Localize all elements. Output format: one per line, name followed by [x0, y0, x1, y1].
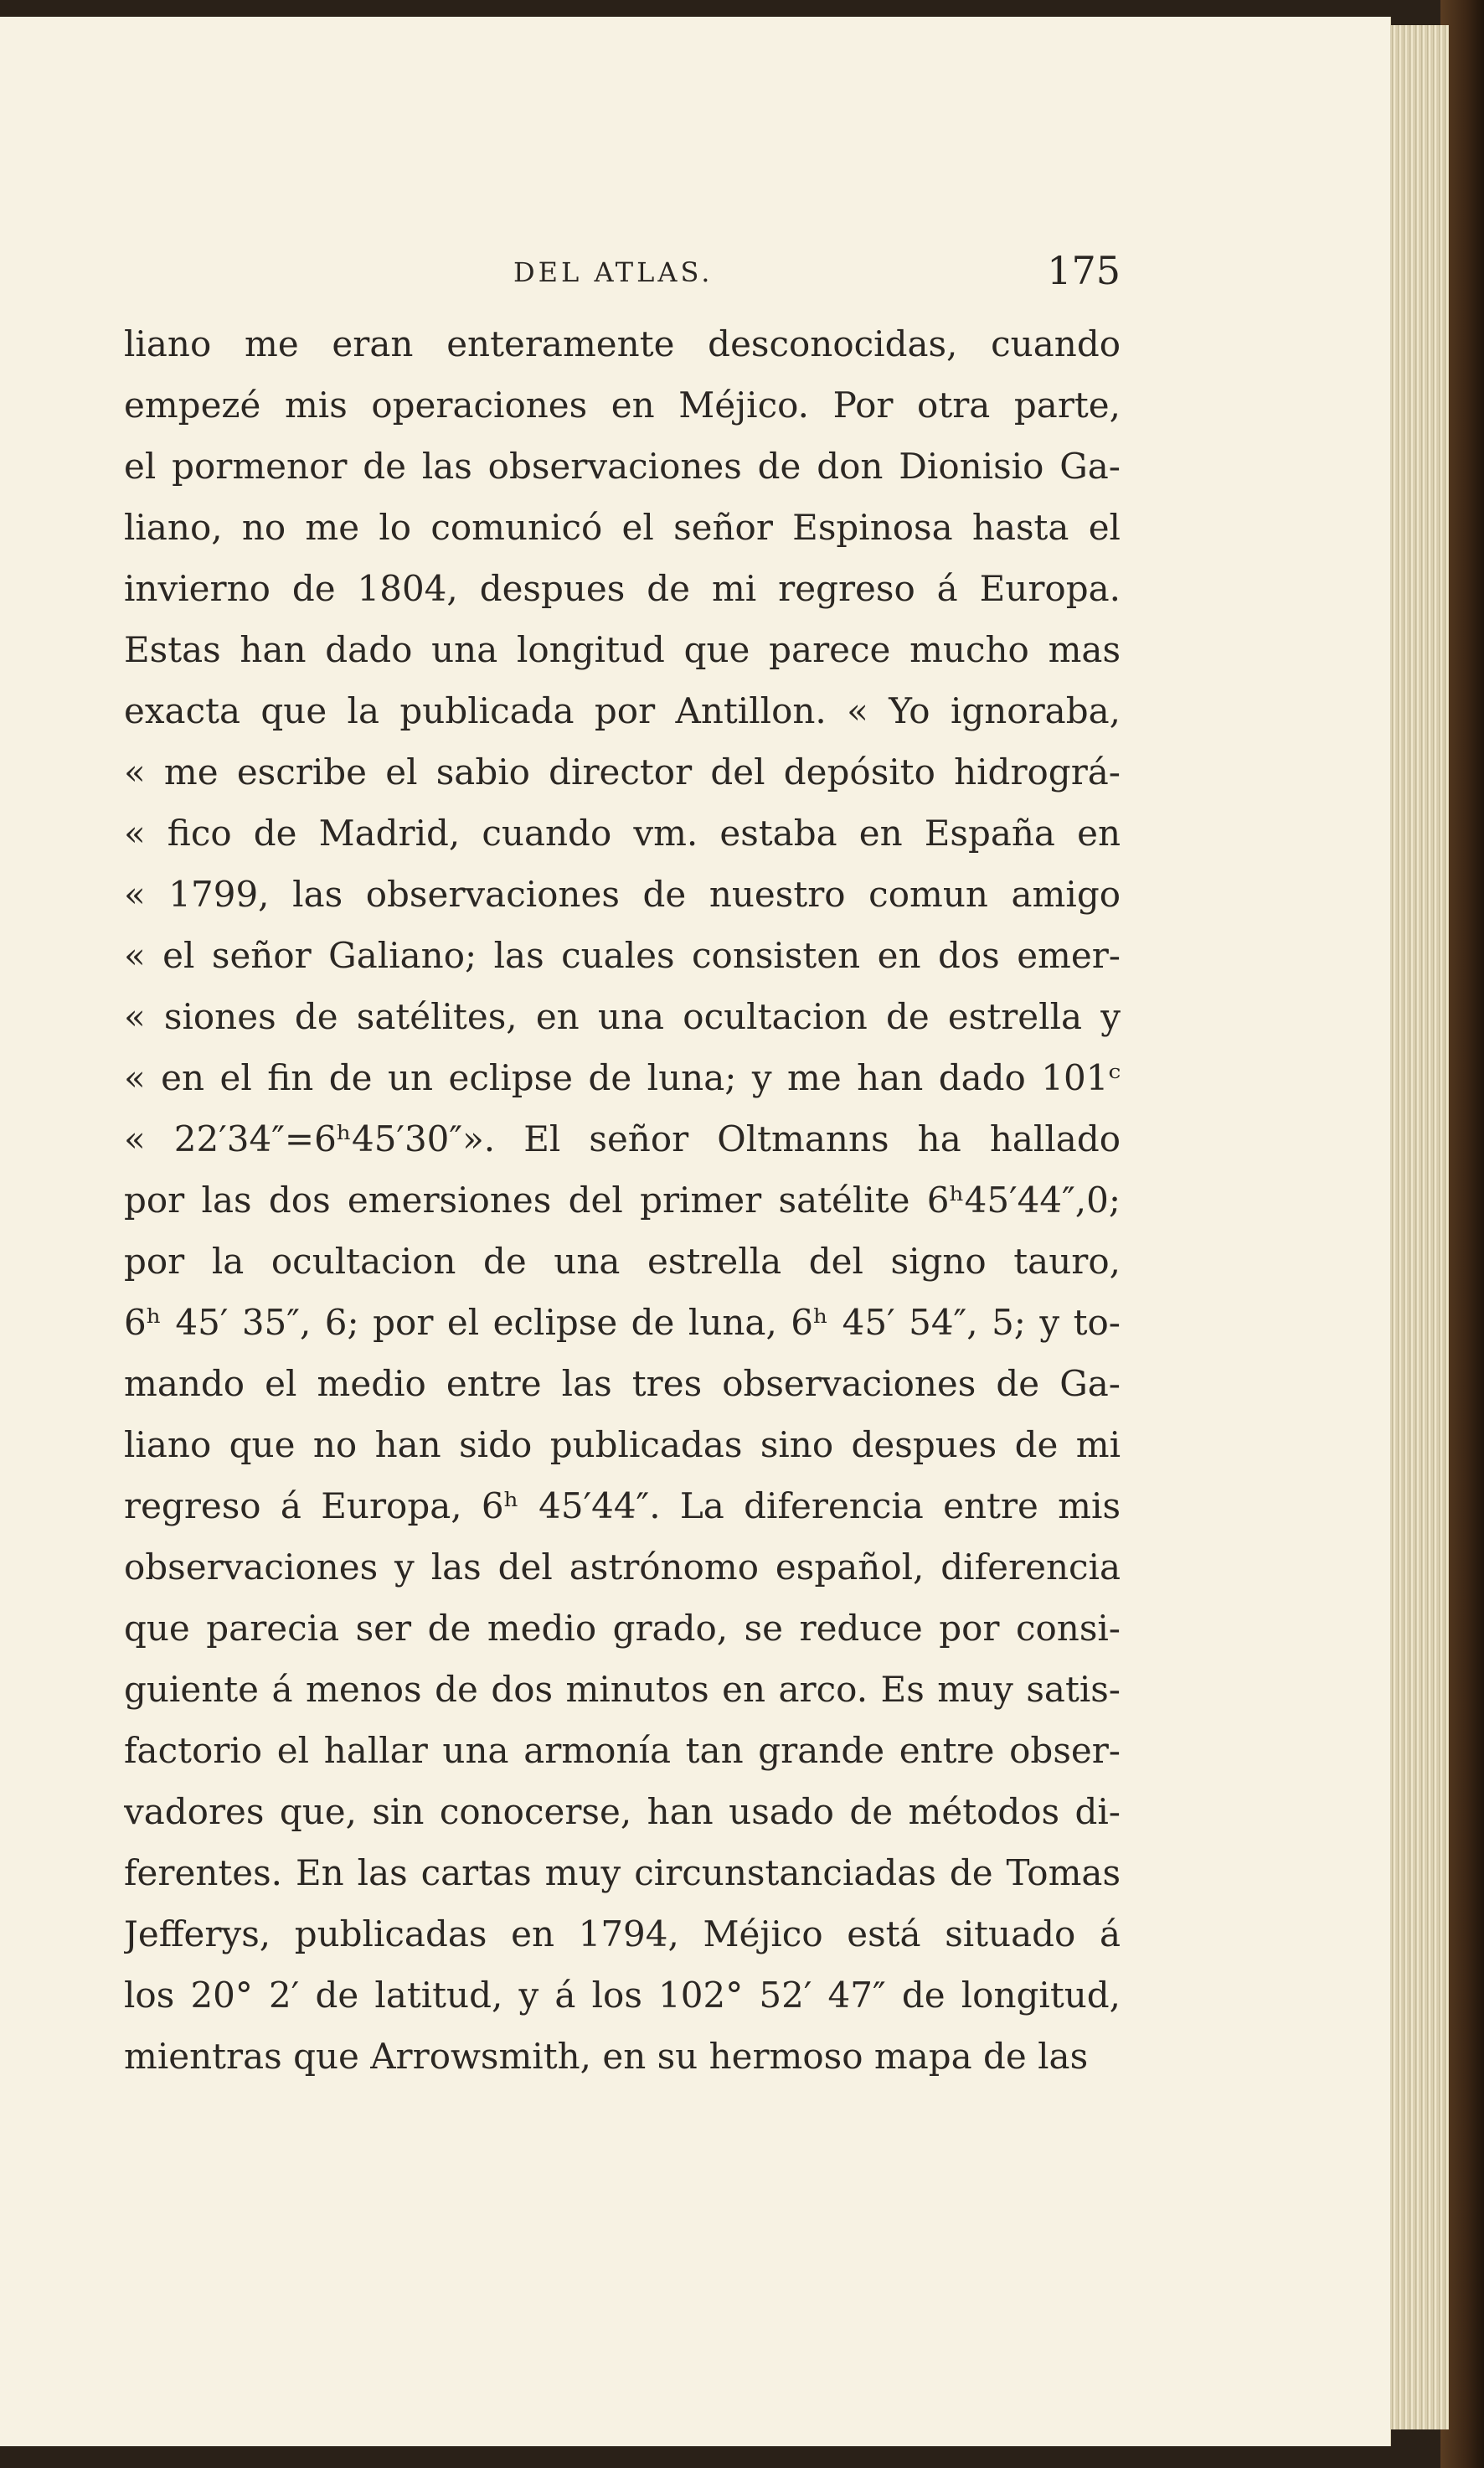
text-line: invierno de 1804, despues de mi regreso á Europa. [124, 568, 1121, 609]
text-line: 6ʰ 45′ 35″, 6; por el eclipse de luna, 6ʰ 45′ 54″, 5; y to- [124, 1302, 1121, 1343]
text-line: liano que no han sido publicadas sino despues de mi [124, 1424, 1121, 1465]
text-line: « 22′34″=6ʰ45′30″». El señor Oltmanns ha hallado [124, 1118, 1121, 1159]
page-number: 175 [1047, 248, 1121, 293]
text-line: « el señor Galiano; las cuales consisten en dos emer- [124, 935, 1121, 976]
text-line: mando el medio entre las tres observaciones de Ga- [124, 1363, 1121, 1404]
text-line: Jefferys, publicadas en 1794, Méjico está situado á [124, 1913, 1121, 1954]
text-line: liano me eran enteramente desconocidas, cuando [124, 323, 1121, 364]
text-line: exacta que la publicada por Antillon. « Yo ignoraba, [124, 690, 1121, 731]
page-header [124, 248, 1121, 293]
text-line: « me escribe el sabio director del depósito hidrográ- [124, 751, 1121, 793]
text-line: « fico de Madrid, cuando vm. estaba en España en [124, 813, 1121, 854]
text-line: « siones de satélites, en una ocultacion de estrella y [124, 996, 1121, 1037]
text-line: por las dos emersiones del primer satélite 6ʰ45′44″,0; [124, 1180, 1121, 1221]
text-line: ferentes. En las cartas muy circunstanciadas de Tomas [124, 1852, 1121, 1893]
text-line: guiente á menos de dos minutos en arco. Es muy satis- [124, 1669, 1121, 1710]
text-line: el pormenor de las observaciones de don Dionisio Ga- [124, 446, 1121, 487]
running-head: DEL ATLAS. [513, 256, 714, 288]
page-fore-edge [1382, 25, 1449, 2429]
text-line: vadores que, sin conocerse, han usado de métodos di- [124, 1791, 1121, 1832]
body-text [124, 313, 1121, 2087]
text-line: « 1799, las observaciones de nuestro comun amigo [124, 874, 1121, 915]
text-line: por la ocultacion de una estrella del signo tauro, [124, 1241, 1121, 1282]
text-line: que parecia ser de medio grado, se reduce por consi- [124, 1608, 1121, 1649]
text-line: mientras que Arrowsmith, en su hermoso mapa de las [124, 2036, 1089, 2077]
text-line: los 20° 2′ de latitud, y á los 102° 52′ 47″ de longitud, [124, 1975, 1121, 2016]
text-line: factorio el hallar una armonía tan grande entre obser- [124, 1730, 1121, 1771]
text-line: regreso á Europa, 6ʰ 45′44″. La diferencia entre mis [124, 1485, 1121, 1526]
text-line: observaciones y las del astrónomo español, diferencia [124, 1546, 1121, 1588]
text-line: « en el fin de un eclipse de luna; y me han dado 101ᶜ [124, 1057, 1121, 1098]
text-line: empezé mis operaciones en Méjico. Por otra parte, [124, 385, 1121, 426]
text-line: Estas han dado una longitud que parece mucho mas [124, 629, 1121, 670]
text-line: liano, no me lo comunicó el señor Espinosa hasta el [124, 507, 1121, 548]
